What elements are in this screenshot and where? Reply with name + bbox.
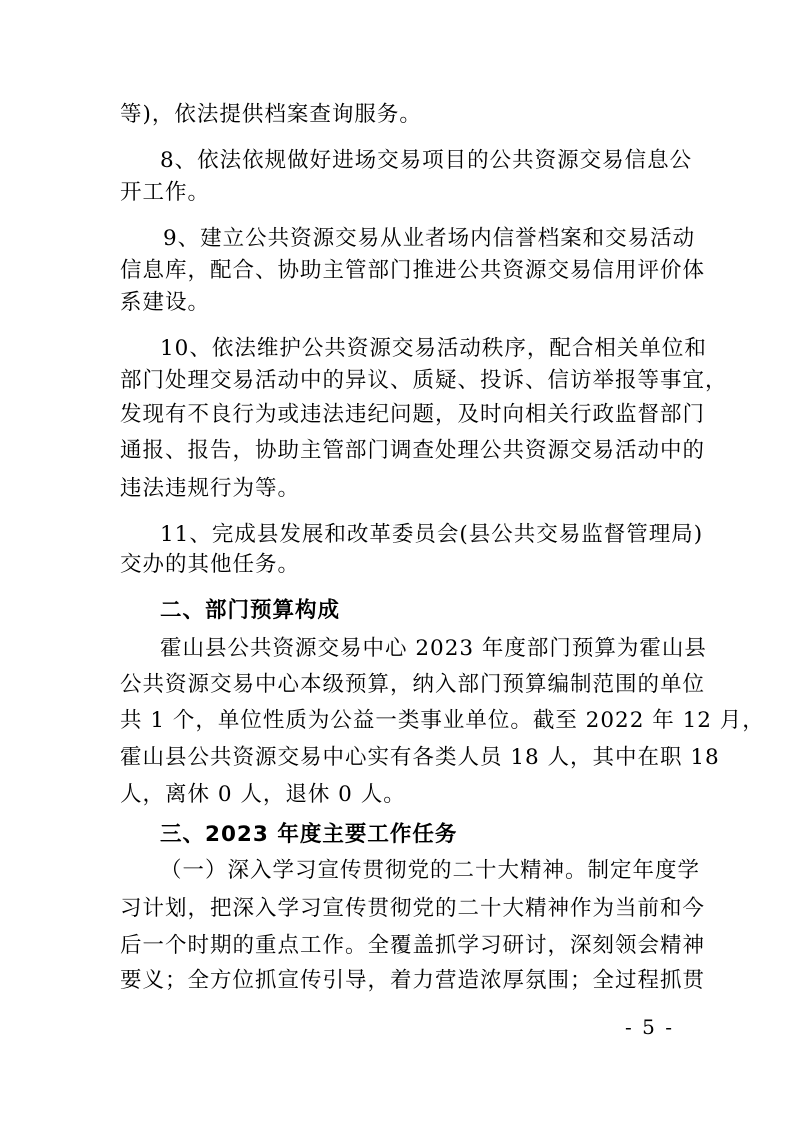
section-heading: 三、2023 年度主要工作任务 bbox=[160, 822, 458, 847]
paragraph-line: 通报、报告，协助主管部门调查处理公共资源交易活动中的 bbox=[120, 438, 706, 463]
paragraph-line: 信息库，配合、协助主管部门推进公共资源交易信用评价体 bbox=[120, 258, 706, 283]
page-number: - 5 - bbox=[625, 1015, 674, 1039]
paragraph-line: 8、依法依规做好进场交易项目的公共资源交易信息公 bbox=[160, 148, 693, 173]
paragraph-line: 开工作。 bbox=[120, 180, 211, 205]
section-heading: 二、部门预算构成 bbox=[160, 598, 341, 623]
paragraph-line: 11、完成县发展和改革委员会(县公共交易监督管理局) bbox=[160, 522, 704, 547]
paragraph-line: 霍山县公共资源交易中心实有各类人员 18 人，其中在职 18 bbox=[120, 745, 720, 770]
paragraph-line: 10、依法维护公共资源交易活动秩序，配合相关单位和 bbox=[160, 336, 707, 361]
paragraph-line: 发现有不良行为或违法违纪问题，及时向相关行政监督部门 bbox=[120, 402, 706, 427]
paragraph-line: （一）深入学习宣传贯彻党的二十大精神。制定年度学 bbox=[160, 858, 701, 883]
paragraph-line: 交办的其他任务。 bbox=[120, 552, 301, 577]
paragraph-line: 公共资源交易中心本级预算，纳入部门预算编制范围的单位 bbox=[120, 672, 706, 697]
paragraph-line: 后一个时期的重点工作。全覆盖抓学习研讨，深刻领会精神 bbox=[120, 933, 706, 958]
paragraph-line: 要义；全方位抓宣传引导，着力营造浓厚氛围；全过程抓贯 bbox=[120, 968, 706, 993]
paragraph-line: 9、建立公共资源交易从业者场内信誉档案和交易活动 bbox=[163, 226, 696, 251]
paragraph-line: 人，离休 0 人，退休 0 人。 bbox=[120, 782, 406, 807]
paragraph-line: 共 1 个，单位性质为公益一类事业单位。截至 2022 年 12 月， bbox=[120, 708, 765, 733]
paragraph-line: 系建设。 bbox=[120, 290, 211, 315]
paragraph-line: 违法违规行为等。 bbox=[120, 476, 301, 501]
paragraph-line: 习计划，把深入学习宣传贯彻党的二十大精神作为当前和今 bbox=[120, 896, 706, 921]
paragraph-line: 部门处理交易活动中的异议、质疑、投诉、信访举报等事宜， bbox=[120, 368, 728, 393]
paragraph-line: 等)，依法提供档案查询服务。 bbox=[120, 102, 422, 127]
paragraph-line: 霍山县公共资源交易中心 2023 年度部门预算为霍山县 bbox=[160, 636, 707, 661]
